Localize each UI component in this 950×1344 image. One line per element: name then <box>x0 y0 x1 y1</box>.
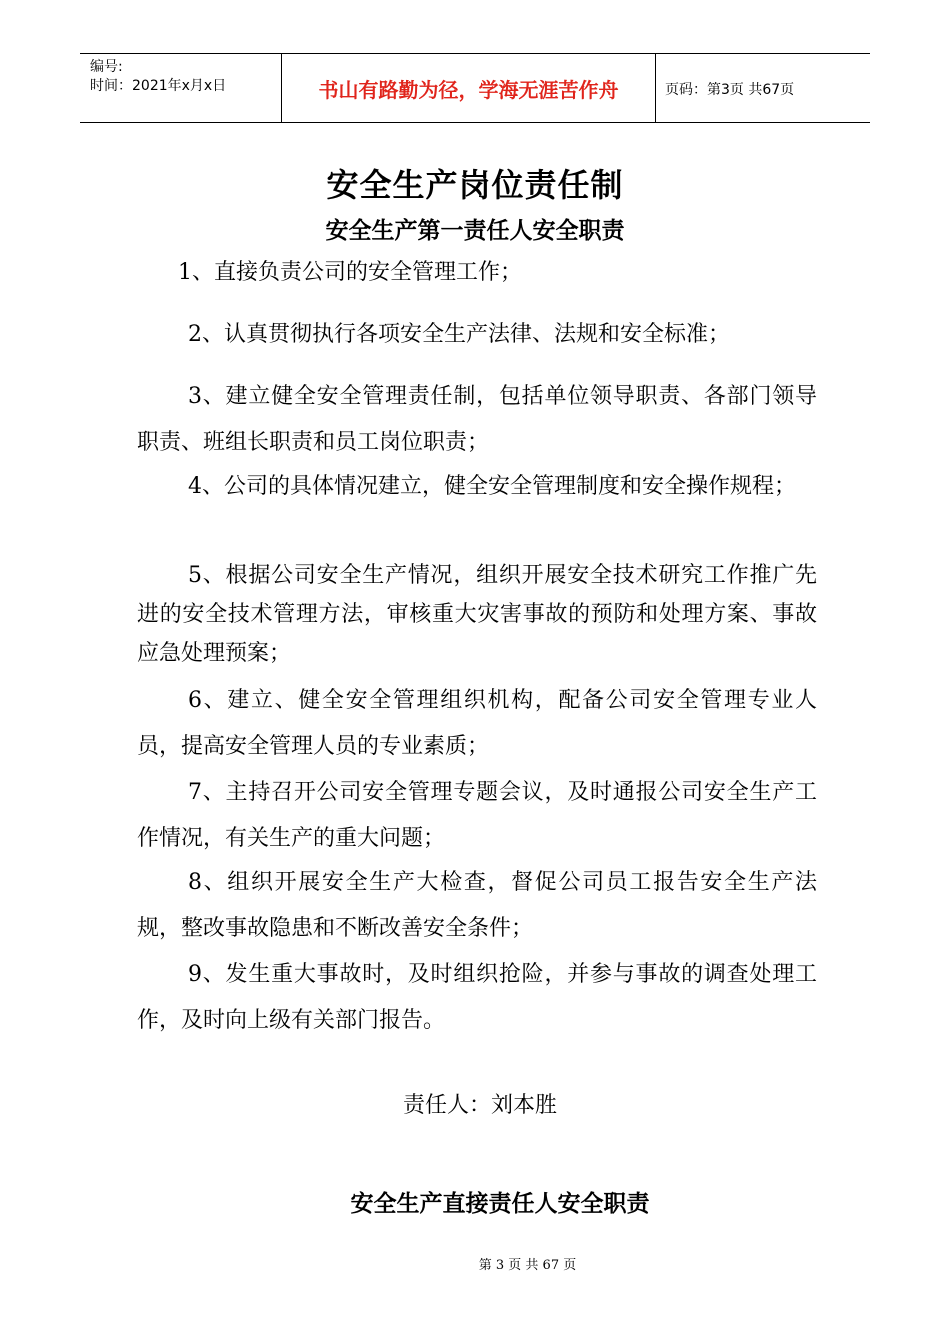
document-title: 安全生产岗位责任制 <box>326 166 624 204</box>
header-divider <box>655 54 656 122</box>
duty-item-8: 8、组织开展安全生产大检查，督促公司员工报告安全生产法规，整改事故隐患和不断改善安全条件； <box>137 870 817 941</box>
duty-item-5: 5、根据公司安全生产情况，组织开展安全技术研究工作推广先进的安全技术管理方法，审核重大灾害事故的预防和处理方案、事故应急处理预案； <box>137 563 817 666</box>
header-meta <box>90 58 226 96</box>
section-title-2: 安全生产直接责任人安全职责 <box>350 1190 650 1217</box>
page-header <box>80 53 870 123</box>
responsible-person: 责任人：刘本胜 <box>402 1093 557 1118</box>
date-label: 时间：2021年x月x日 <box>90 78 227 94</box>
duty-item-3: 3、建立健全安全管理责任制，包括单位领导职责、各部门领导职责、班组长职责和员工岗位职责； <box>137 384 817 455</box>
duty-item-7: 7、主持召开公司安全管理专题会议，及时通报公司安全生产工作情况，有关生产的重大问题； <box>137 780 817 851</box>
duty-item-4: 4、公司的具体情况建立，健全安全管理制度和安全操作规程； <box>188 474 796 499</box>
serial-number-label: 编号: <box>90 59 123 75</box>
duty-item-6: 6、建立、健全安全管理组织机构，配备公司安全管理专业人员，提高安全管理人员的专业素质； <box>137 688 817 759</box>
header-motto: 书山有路勤为径，学海无涯苦作舟 <box>318 78 619 102</box>
section-title: 安全生产第一责任人安全职责 <box>325 217 625 244</box>
header-page-info: 页码：第3页 共67页 <box>665 82 795 98</box>
duty-item-2: 2、认真贯彻执行各项安全生产法律、法规和安全标准； <box>188 322 730 347</box>
duty-item-9: 9、发生重大事故时，及时组织抢险，并参与事故的调查处理工作，及时向上级有关部门报告。 <box>137 962 817 1033</box>
page-footer: 第 3 页 共 67 页 <box>478 1258 577 1273</box>
duty-item-1: 1、直接负责公司的安全管理工作； <box>178 260 522 285</box>
